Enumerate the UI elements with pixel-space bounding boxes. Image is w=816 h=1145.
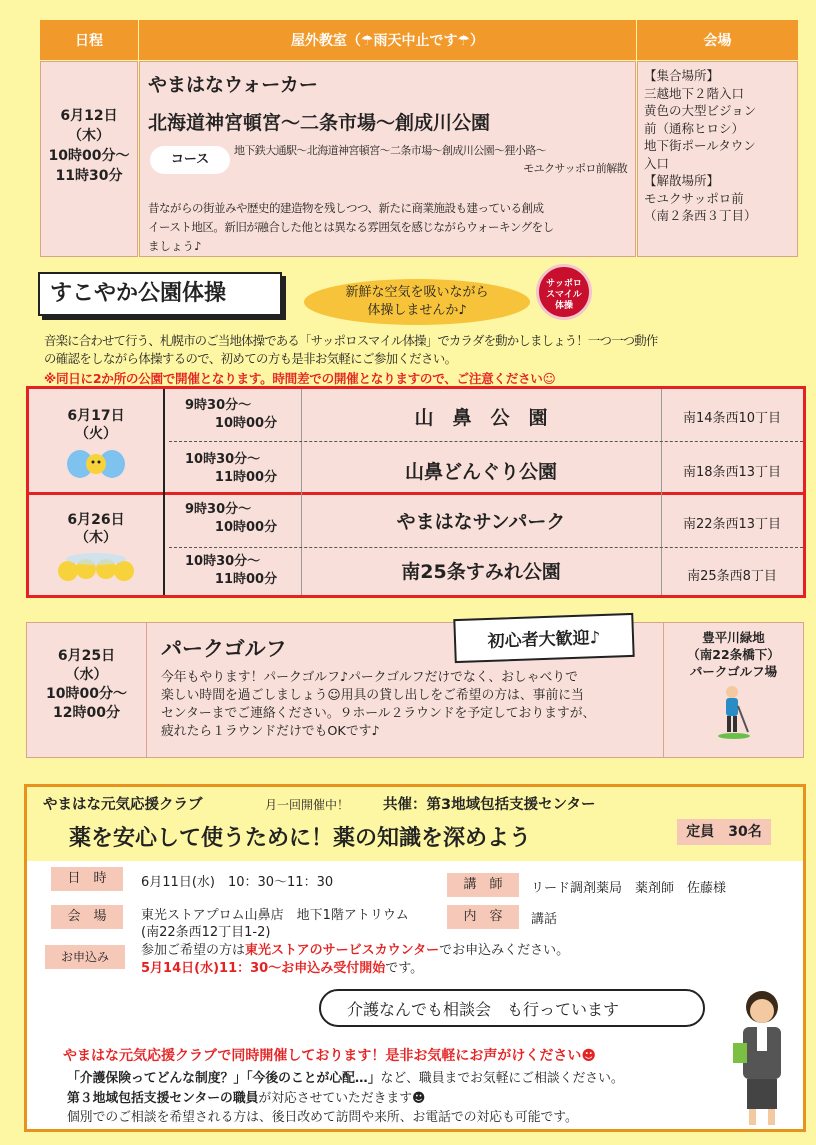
golf-table: [26, 622, 804, 758]
golf-date: 6月25日: [57, 648, 116, 664]
walker-place-cell: [637, 61, 798, 257]
time-end: 10時00分: [214, 416, 278, 431]
consult-line-3: 個別でのご相談を希望される方は、後日改めて訪問や来所、お電話での対応も可能です。: [67, 1110, 578, 1125]
concurrent-notice: やまはな元気応援クラブで同時開催しております！是非お気軽にお声がけください☻: [63, 1048, 597, 1064]
club-name: やまはな元気応援クラブ: [43, 797, 203, 813]
golf-date-cell: [27, 623, 147, 757]
time-start: 9時30分～: [185, 502, 252, 517]
day-weekday: （木）: [75, 530, 117, 546]
exercise-bubble: [304, 279, 530, 325]
day-date: 6月26日: [67, 512, 125, 528]
time-start: 10時30分～: [185, 554, 261, 569]
club-box: [24, 784, 806, 1132]
golf-desc-3: センターまでご連絡ください。９ホール２ラウンドを予定しておりますが、: [161, 706, 596, 721]
session-time: [169, 397, 299, 433]
golf-place-2: （南22条橋下）: [687, 647, 780, 662]
golf-time-start: 10時00分～: [46, 686, 127, 702]
place-line: 地下街ポールタウン: [644, 138, 756, 153]
walker-time-end: 11時30分: [55, 168, 123, 184]
apply-start: 5月14日(水)11：30～お申込み受付開始: [141, 961, 386, 976]
walker-desc-2: イースト地区。新旧が融合した他とは異なる雰囲気を感じながらウォーキングをし: [148, 220, 554, 234]
col-header-class: 屋外教室（☂雨天中止です☂）: [139, 20, 636, 60]
butterfly-icon: [66, 447, 126, 481]
value-venue-2: (南22条西12丁目1-2): [141, 925, 271, 940]
course-label: コース: [150, 146, 230, 174]
golf-place-cell: [663, 623, 803, 757]
value-date: 6月11日(水) 10：30～11：30: [141, 875, 334, 890]
place-line: 前（通称ヒロシ）: [644, 120, 745, 136]
session-separator: [169, 547, 803, 548]
walker-date: 6月12日: [60, 108, 118, 124]
apply-line-2: [141, 957, 423, 976]
place-line: 【解散場所】: [644, 173, 720, 188]
apply-post: でお申込みください。: [439, 943, 570, 958]
course-line-2: モユクサッポロ前解散: [523, 162, 627, 175]
label-lecturer: 講 師: [447, 873, 519, 897]
exercise-intro-2: の確認をしながら体操するので、初めての方も是非お気軽にご参加ください。: [44, 351, 457, 366]
walker-time-start: 10時00分～: [48, 148, 130, 164]
walker-title: やまはなウォーカー: [148, 74, 318, 96]
golf-desc-2: 楽しい時間を過ごしましょう☺用具の貸し出しをご希望の方は、事前に当: [161, 688, 584, 703]
golf-title: パークゴルフ: [161, 637, 287, 661]
park-address: 南22条西13丁目: [682, 517, 782, 532]
park-name: やまはなサンパーク: [396, 511, 566, 533]
place-line: 【集合場所】: [644, 68, 720, 83]
place-line: 黄色の大型ビジョン: [644, 103, 757, 118]
club-frequency: 月一回開催中！: [265, 798, 350, 812]
day-separator: [29, 492, 803, 495]
top-table: [40, 20, 798, 258]
exercise-table: [26, 386, 806, 598]
club-capacity: 定員 30名: [677, 819, 771, 845]
time-start: 9時30分～: [185, 398, 252, 413]
golf-desc-4: 疲れたら１ラウンドだけでもOKです♪: [161, 724, 380, 739]
consult-rest-2: が対応させていただきます☻: [258, 1091, 426, 1106]
place-line: （南２条西３丁目）: [644, 208, 757, 223]
time-end: 11時00分: [214, 572, 278, 587]
consult-line-1: [67, 1067, 624, 1086]
consult-line-2: [67, 1087, 425, 1106]
day-date: 6月17日: [67, 408, 125, 424]
sapporo-smile-logo: [536, 264, 592, 320]
label-apply: お申込み: [45, 945, 125, 969]
golfer-icon: [714, 684, 754, 740]
walker-desc-1: 昔ながらの街並みや歴史的建造物を残しつつ、新たに商業施設も建っている創成: [148, 201, 544, 215]
exercise-title: すこやか公園体操: [38, 272, 282, 316]
logo-line-1: サッポロ: [546, 279, 582, 289]
bubble-line-2: 体操しませんか♪: [367, 303, 467, 318]
park-name: 南25条すみれ公園: [401, 561, 561, 583]
apply-line-1: [141, 939, 569, 958]
exercise-intro-1: 音楽に合わせて行う、札幌市のご当地体操である「サッポロスマイル体操」でカラダを動かしましょう！一つ一つ動作: [44, 333, 658, 348]
consult-rest-1: など、職員までお気軽にご相談ください。: [380, 1071, 624, 1086]
value-lecturer: リード調剤薬局 薬剤師 佐藤様: [531, 881, 727, 896]
park-name: 山 鼻 公 園: [414, 407, 548, 429]
walker-weekday: （木）: [68, 128, 110, 144]
park-name: 山鼻どんぐり公園: [404, 461, 557, 483]
place-line: モユクサッポロ前: [644, 190, 744, 206]
club-title: 薬を安心して使うために！薬の知識を深めよう: [69, 826, 532, 851]
bees-icon: [56, 551, 136, 585]
col-header-place: 会場: [637, 20, 798, 60]
session-time: [169, 451, 299, 487]
park-address: 南14条西10丁目: [682, 411, 782, 426]
bubble-line-1: 新鮮な空気を吸いながら: [345, 285, 489, 300]
walker-date-cell: [40, 61, 138, 257]
apply-pre: 参加ご希望の方は: [141, 943, 246, 958]
golf-banner: 初心者大歓迎♪: [453, 613, 634, 663]
logo-line-2: スマイル: [546, 290, 582, 300]
walker-content-cell: [139, 61, 636, 257]
course-line-1: 地下鉄大通駅～北海道神宮頓宮～二条市場～創成川公園～狸小路～: [234, 144, 546, 157]
day-cell: [29, 495, 163, 598]
club-host: 共催：第3地域包括支援センター: [383, 797, 596, 813]
consult-bubble: 介護なんでも相談会 も行っています: [319, 989, 705, 1027]
golf-time-end: 12時00分: [53, 705, 120, 721]
day-cell: [29, 389, 163, 492]
exercise-notice: ※同日に2か所の公園で開催となります。時間差での開催となりますので、ご注意ください☺: [44, 371, 556, 386]
label-content: 内 容: [447, 905, 519, 929]
time-end: 10時00分: [214, 520, 278, 535]
session-time: [169, 501, 299, 537]
session-time: [169, 553, 299, 589]
consult-bold-1: 「介護保険ってどんな制度？」「今後のことが心配…」: [67, 1071, 381, 1086]
place-line: 三越地下２階入口: [644, 85, 745, 101]
park-address: 南18条西13丁目: [682, 465, 782, 480]
golf-weekday: （水）: [65, 667, 108, 683]
value-content: 講話: [531, 912, 558, 927]
golf-desc-1: 今年もやります！パークゴルフ♪パークゴルフだけでなく、おしゃべりで: [161, 670, 578, 685]
value-venue-1: 東光ストアプロム山鼻店 地下1階アトリウム: [141, 908, 409, 923]
col-divider: [163, 389, 165, 595]
consult-bold-2: 第３地域包括支援センターの職員: [67, 1091, 259, 1106]
day-weekday: （火）: [75, 426, 117, 442]
walker-subtitle: 北海道神宮頓宮～二条市場～創成川公園: [148, 112, 491, 134]
apply-start-post: です。: [385, 961, 424, 976]
label-date: 日 時: [51, 867, 123, 891]
park-address: 南25条西8丁目: [687, 569, 777, 584]
apply-red: 東光ストアのサービスカウンター: [245, 943, 440, 958]
time-end: 11時00分: [214, 470, 278, 485]
time-start: 10時30分～: [185, 452, 261, 467]
col-header-date: 日程: [40, 20, 138, 60]
session-separator: [169, 441, 803, 442]
label-venue: 会 場: [51, 905, 123, 929]
staff-woman-icon: [727, 983, 797, 1129]
logo-line-3: 体操: [554, 301, 573, 311]
golf-place-3: パークゴルフ場: [689, 664, 778, 679]
place-line: 入口: [644, 155, 670, 171]
walker-desc-3: ましょう♪: [148, 239, 202, 253]
golf-place-1: 豊平川緑地: [702, 630, 765, 645]
